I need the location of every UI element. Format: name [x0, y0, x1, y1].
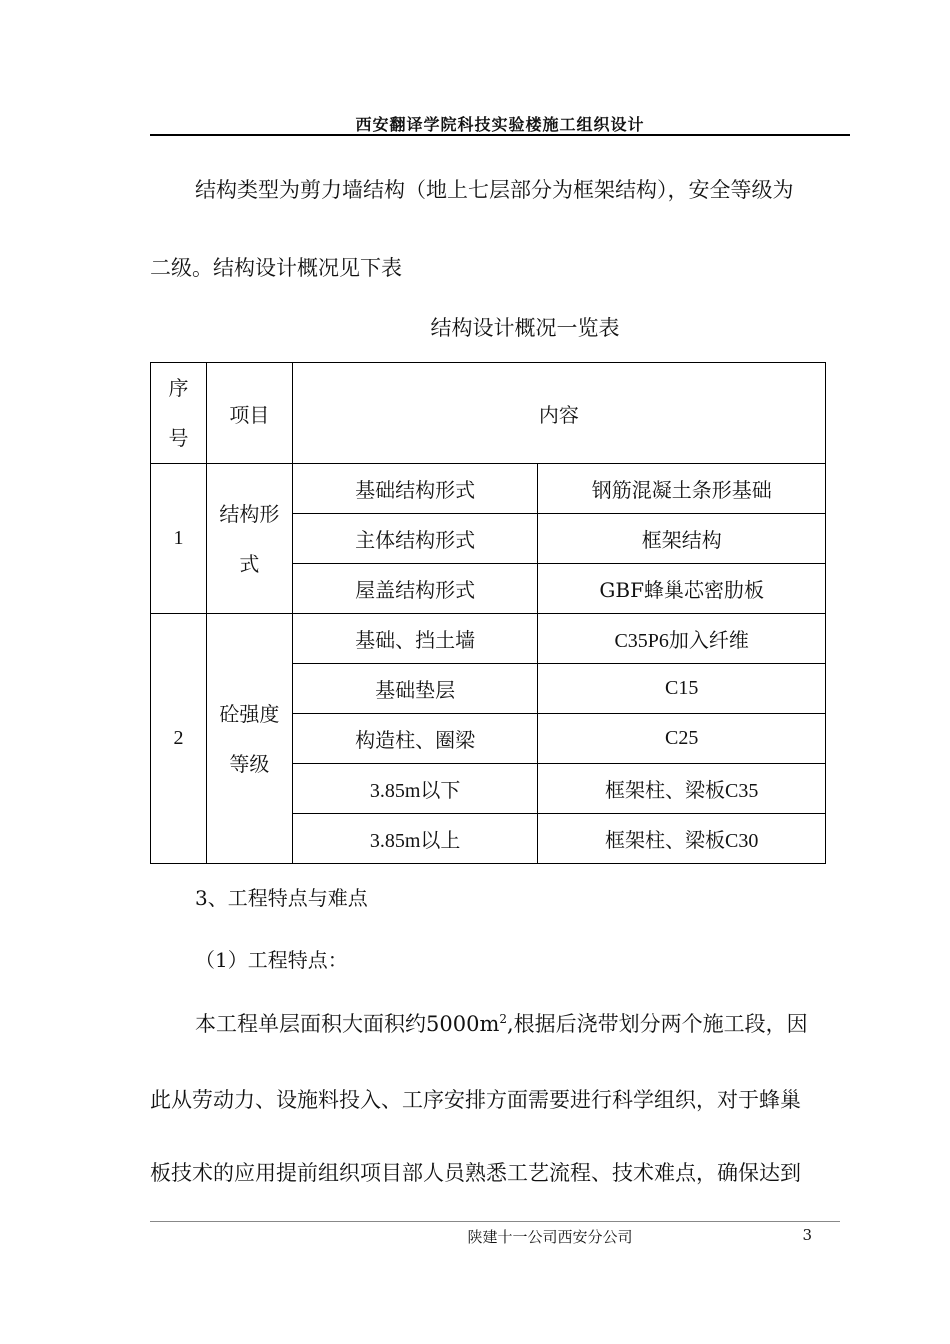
row-value: GBF蜂巢芯密肋板	[538, 564, 826, 614]
row-label: 基础、挡土墙	[292, 614, 538, 664]
row-value: 框架结构	[538, 514, 826, 564]
page-number: 3	[802, 1226, 812, 1244]
row-value: C35P6加入纤维	[538, 614, 826, 664]
header-rule	[150, 134, 850, 136]
row-label: 构造柱、圈梁	[292, 714, 538, 764]
group2-item-line2: 等级	[229, 751, 270, 776]
group1-item	[206, 464, 292, 614]
section-heading: 3、工程特点与难点	[195, 886, 368, 910]
header-content: 内容	[292, 363, 825, 464]
section-subheading: （1）工程特点：	[195, 948, 348, 972]
row-label: 主体结构形式	[292, 514, 538, 564]
intro-line-1: 结构类型为剪力墙结构（地上七层部分为框架结构），安全等级为	[195, 178, 794, 202]
body-line-1	[195, 1008, 895, 1038]
body-line-2: 此从劳动力、设施料投入、工序安排方面需要进行科学组织，对于蜂巢	[150, 1088, 801, 1112]
body-line-1-a: 本工程单层面积大面积约5000m	[195, 1012, 500, 1036]
header-seq-line2: 号	[168, 426, 189, 450]
row-value: C25	[538, 714, 826, 764]
footer-company: 陕建十一公司西安分公司	[467, 1228, 633, 1246]
row-label: 3.85m以上	[292, 814, 538, 864]
row-label: 基础结构形式	[292, 464, 538, 514]
group1-item-line2: 式	[239, 551, 260, 576]
table-row	[151, 464, 826, 514]
row-value: 钢筋混凝土条形基础	[538, 464, 826, 514]
row-value: C15	[538, 664, 826, 714]
footer-rule	[150, 1221, 840, 1222]
row-value: 框架柱、梁板C35	[538, 764, 826, 814]
header-item: 项目	[206, 363, 292, 464]
area-unit-superscript: 2	[499, 1012, 507, 1026]
table-caption: 结构设计概况一览表	[430, 316, 620, 340]
header-seq-line1: 序	[168, 376, 189, 400]
header-seq	[151, 363, 207, 464]
body-line-1-b: ,根据后浇带划分两个施工段，因	[507, 1012, 808, 1036]
intro-line-2: 二级。结构设计概况见下表	[150, 256, 402, 280]
row-label: 基础垫层	[292, 664, 538, 714]
row-label: 屋盖结构形式	[292, 564, 538, 614]
group2-item	[206, 614, 292, 864]
row-label: 3.85m以下	[292, 764, 538, 814]
row-value: 框架柱、梁板C30	[538, 814, 826, 864]
group1-seq: 1	[151, 464, 207, 614]
structure-overview-table	[150, 362, 826, 864]
body-line-3: 板技术的应用提前组织项目部人员熟悉工艺流程、技术难点，确保达到	[150, 1161, 801, 1185]
table-row	[151, 614, 826, 664]
group1-item-line1: 结构形	[219, 501, 280, 526]
page-header-title: 西安翻译学院科技实验楼施工组织设计	[355, 115, 645, 134]
group2-seq: 2	[151, 614, 207, 864]
group2-item-line1: 砼强度	[219, 701, 280, 726]
table-header-row	[151, 363, 826, 464]
